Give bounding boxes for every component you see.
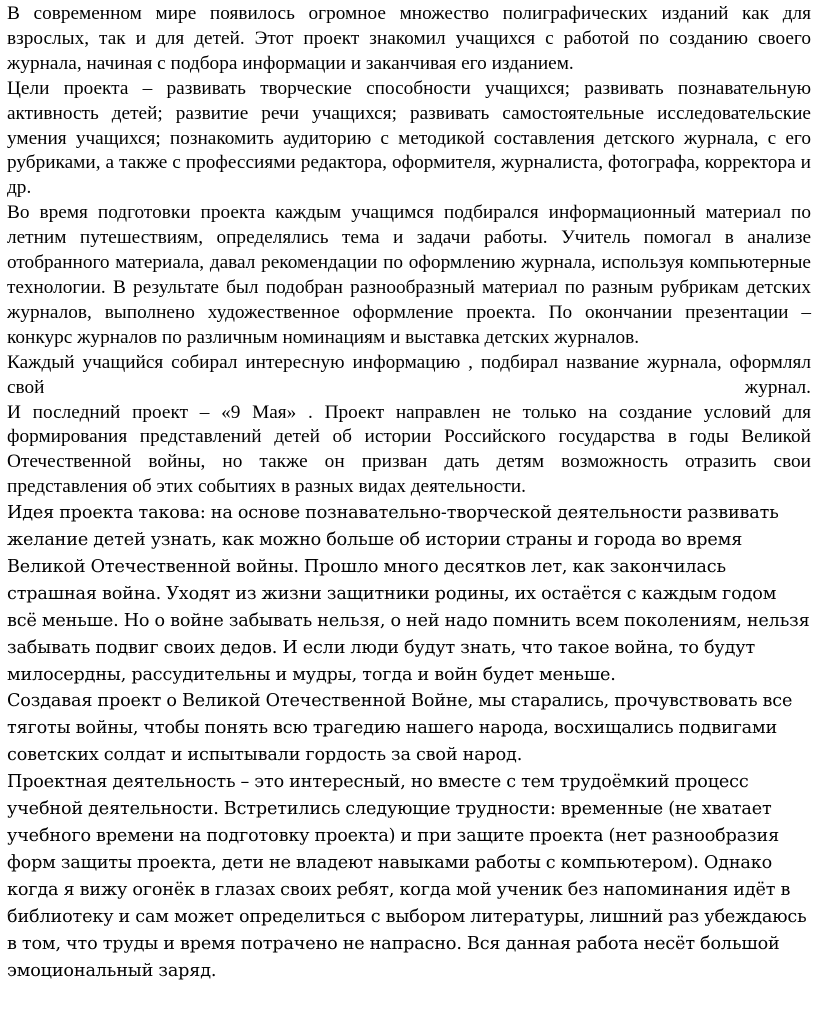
paragraph-may-9-project: И последний проект – «9 Мая» . Проект направлен не только на создание условий для формирования представлений детей об истории Российского государства в годы Великой Отечественной войны, но также он призван дать детям возможность отразить свои представления об этих событиях в разных видах деятельности. — [7, 401, 811, 498]
paragraph-intro: В современном мире появилось огромное множество полиграфических изданий как для взрослых, так и для детей. Этот проект знакомил учащихся с работой по созданию своего журнала, начиная с подбора информации и заканчивая его изданием. — [7, 3, 811, 74]
paragraph-project-idea: Идея проекта такова: на основе познавательно-творческой деятельности развивать желание детей узнать, как можно больше об истории страны и города во время Великой Отечественной войны. Прошло много десятков лет, как закончилась страшная война. Уходят из жизни защитники родины, их остаётся с каждым годом всё меньше. Но о войне забывать нельзя, о ней надо помнить всем поколениям, нельзя забывать подвиг своих дедов. И если люди будут знать, что такое война, то будут милосердны, рассудительны и мудры, тогда и войн будет меньше. — [7, 503, 810, 685]
document-body — [7, 0, 811, 984]
paragraph-preparation: Во время подготовки проекта каждым учащимся подбирался информационный материал по летним путешествиям, определялись тема и задачи работы. Учитель помогал в анализе отобранного материала, давал рекомендации по оформлению журнала, используя компьютерные технологии. В результате был подобран разнообразный материал по разным рубрикам детских журналов, выполнено художественное оформление проекта. По окончании презентации – конкурс журналов по различным номинациям и выставка детских журналов. — [7, 202, 811, 348]
paragraph-project-activity: Проектная деятельность – это интересный, но вместе с тем трудоёмкий процесс учебной деятельности. Встретились следующие трудности: временные (не хватает учебного времени на подготовку проекта) и при защите проекта (нет разнообразия форм защиты проекта, дети не владеют навыками работы с компьютером). Однако когда я вижу огонёк в глазах своих ребят, когда мой ученик без напоминания идёт в библиотеку и сам может определиться с выбором литературы, лишний раз убеждаюсь в том, что труды и время потрачено не напрасно. Вся данная работа несёт большой эмоциональный заряд. — [7, 772, 807, 981]
paragraph-goals: Цели проекта – развивать творческие способности учащихся; развивать познавательную активность детей; развитие речи учащихся; развивать самостоятельные исследовательские умения учащихся; познакомить аудиторию с методикой составления детского журнала, с его рубриками, а также с профессиями редактора, оформителя, журналиста, фотографа, корректора и др. — [7, 77, 811, 199]
paragraph-each-student: Каждый учащийся собирал интересную информацию , подбирал название журнала, оформлял свой журнал. — [7, 351, 811, 398]
paragraph-creating-project: Создавая проект о Великой Отечественной Войне, мы старались, прочувствовать все тяготы войны, чтобы понять всю трагедию нашего народа, восхищались подвигами советских солдат и испытывали гордость за свой народ. — [7, 691, 793, 766]
